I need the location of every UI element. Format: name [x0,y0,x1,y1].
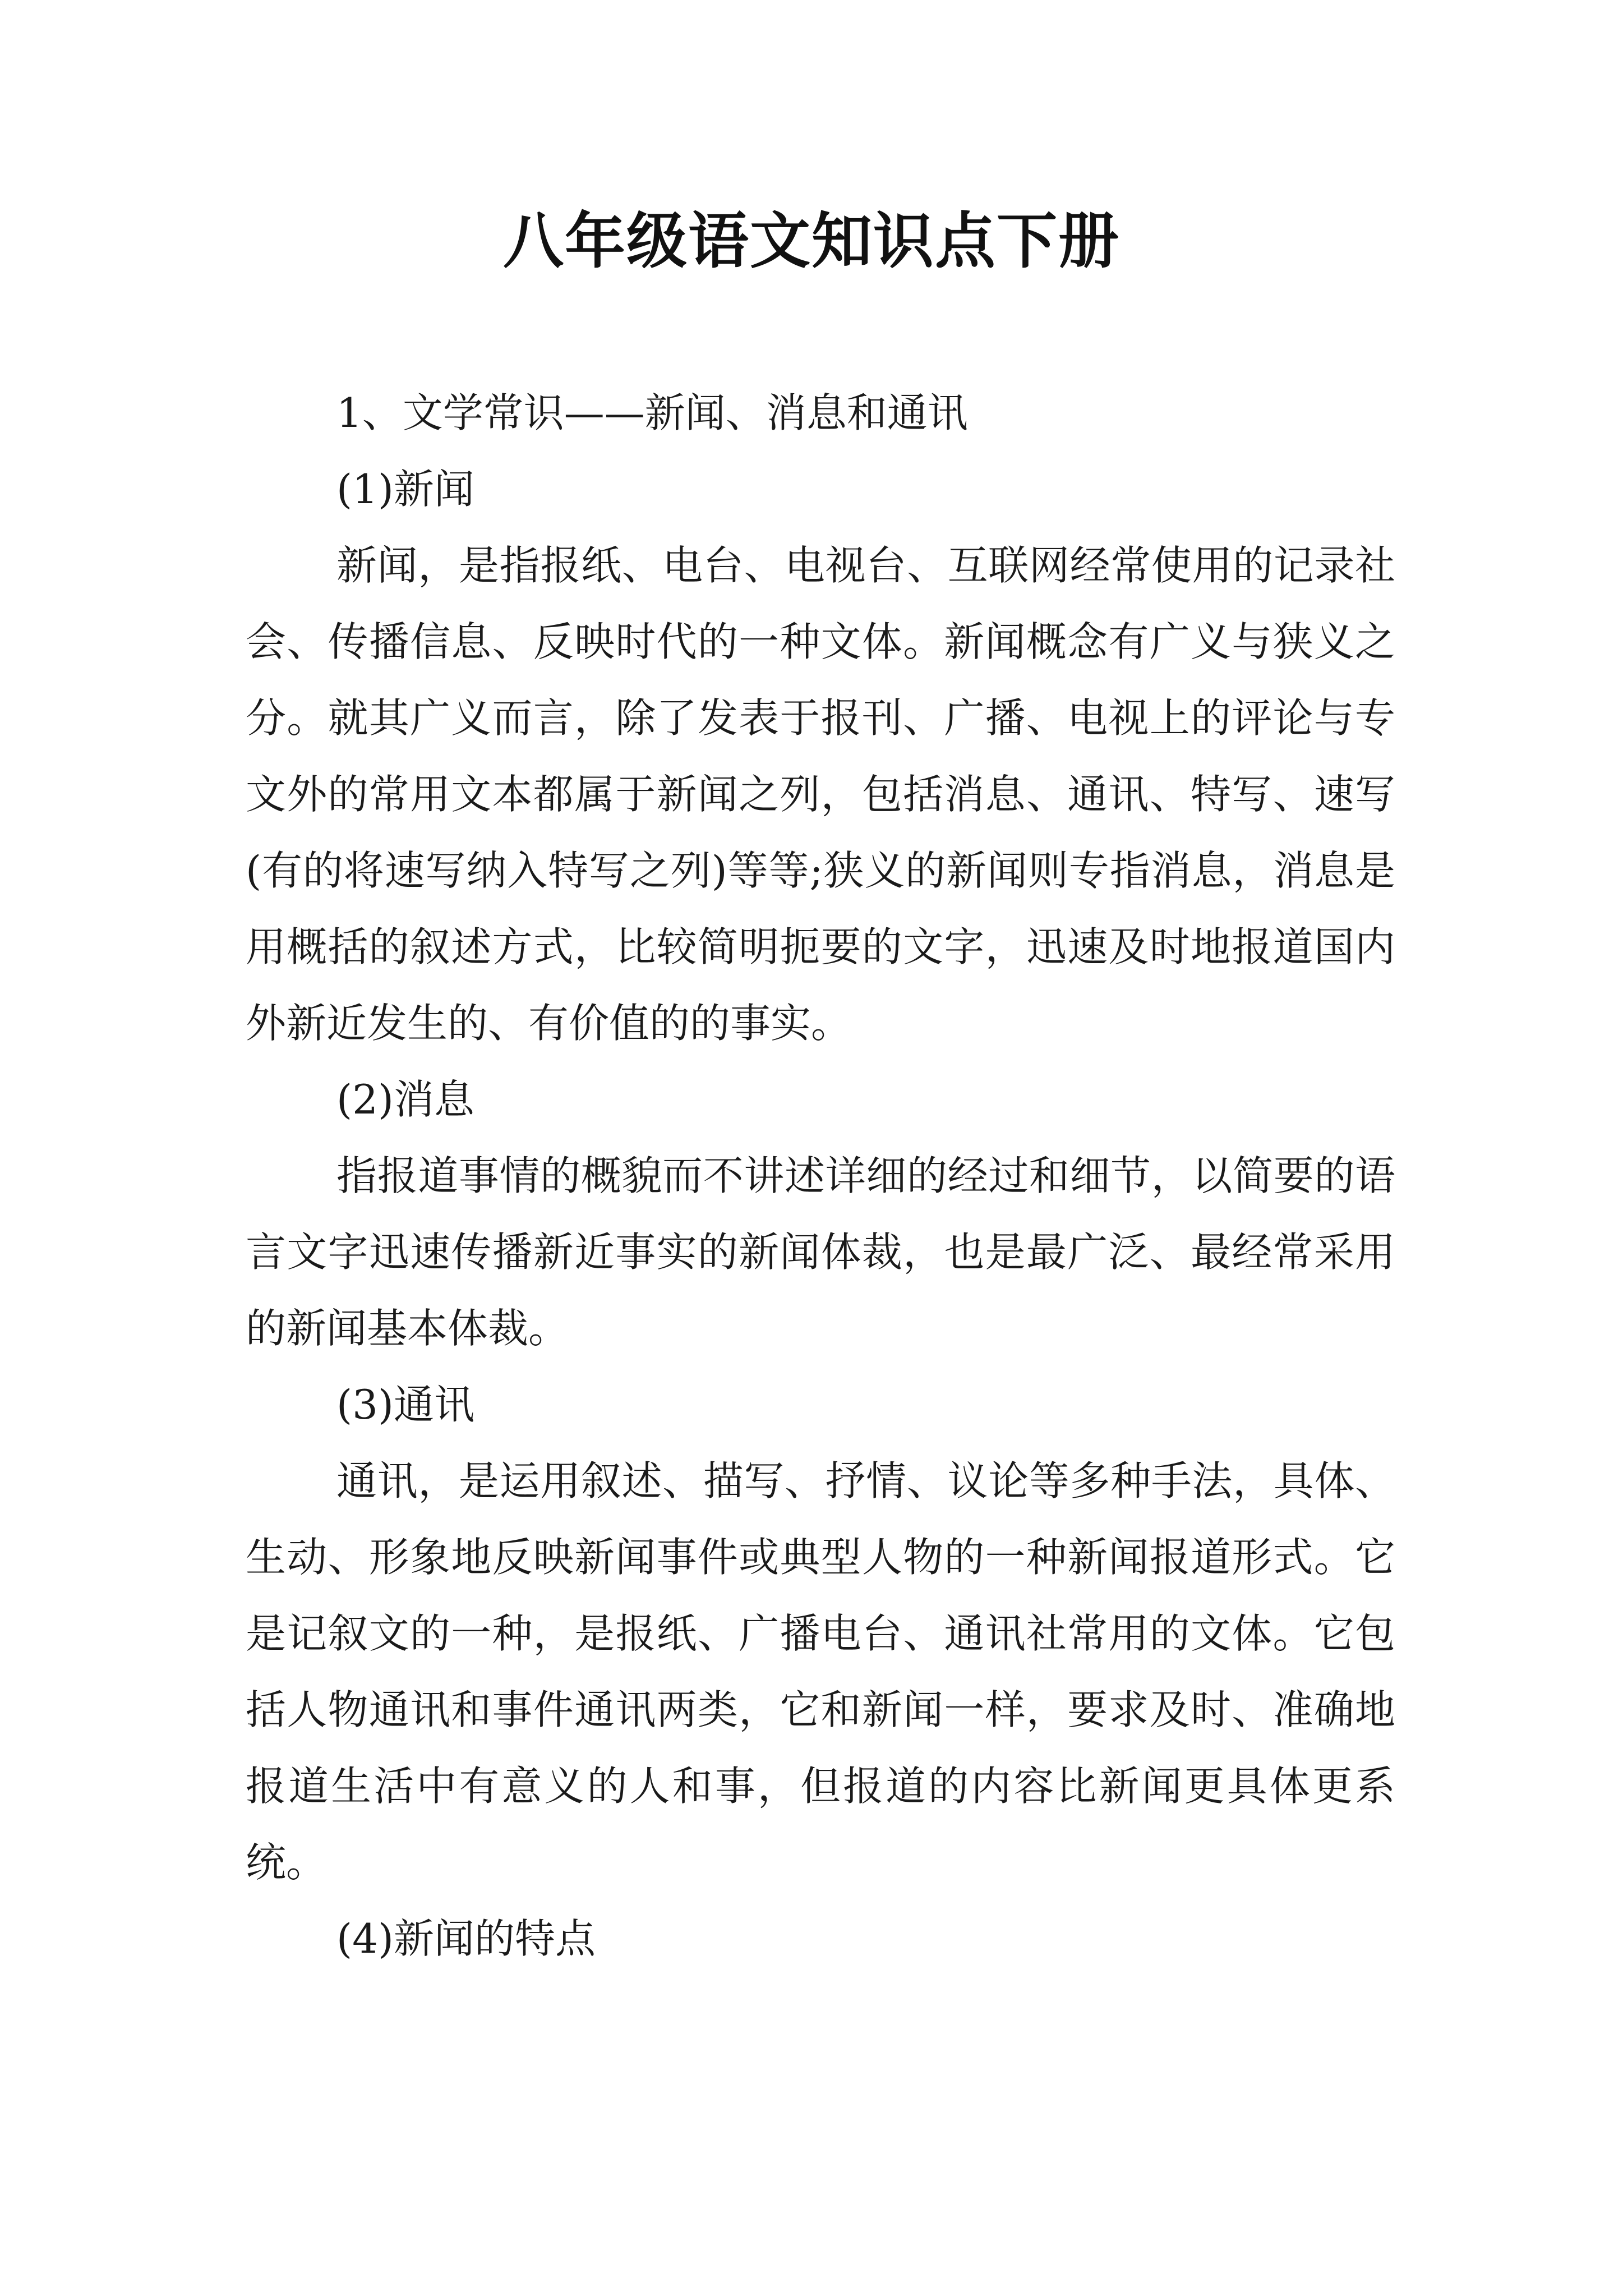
subheading-news: (1)新闻 [336,466,474,513]
paragraph-message: 指报道事情的概貌而不讲述详细的经过和细节，以简要的语言文字迅速传播新近事实的新闻体裁，也是最广泛、最经常采用的新闻基本体裁。 [246,1152,1395,1352]
subheading-news-features: (4)新闻的特点 [336,1915,596,1962]
heading-literary-knowledge: 1、文学常识——新闻、消息和通讯 [336,389,968,436]
subheading-correspondence: (3)通讯 [336,1381,474,1428]
subheading-message: (2)消息 [336,1076,474,1123]
paragraph-correspondence: 通讯，是运用叙述、描写、抒情、议论等多种手法，具体、生动、形象地反映新闻事件或典型人物的一种新闻报道形式。它是记叙文的一种，是报纸、广播电台、通讯社常用的文体。它包括人物通讯和事件通讯两类，它和新闻一样，要求及时、准确地报道生活中有意义的人和事，但报道的内容比新闻更具体更系统。 [246,1457,1395,1886]
paragraph-news: 新闻，是指报纸、电台、电视台、互联网经常使用的记录社会、传播信息、反映时代的一种文体。新闻概念有广义与狭义之分。就其广义而言，除了发表于报刊、广播、电视上的评论与专文外的常用文本都属于新闻之列，包括消息、通讯、特写、速写(有的将速写纳入特写之列)等等;狭义的新闻则专指消息，消息是用概括的叙述方式，比较简明扼要的文字，迅速及时地报道国内外新近发生的、有价值的的事实。 [246,542,1395,1047]
document-body [246,375,1395,1977]
document-title: 八年级语文知识点下册 [502,206,1120,277]
